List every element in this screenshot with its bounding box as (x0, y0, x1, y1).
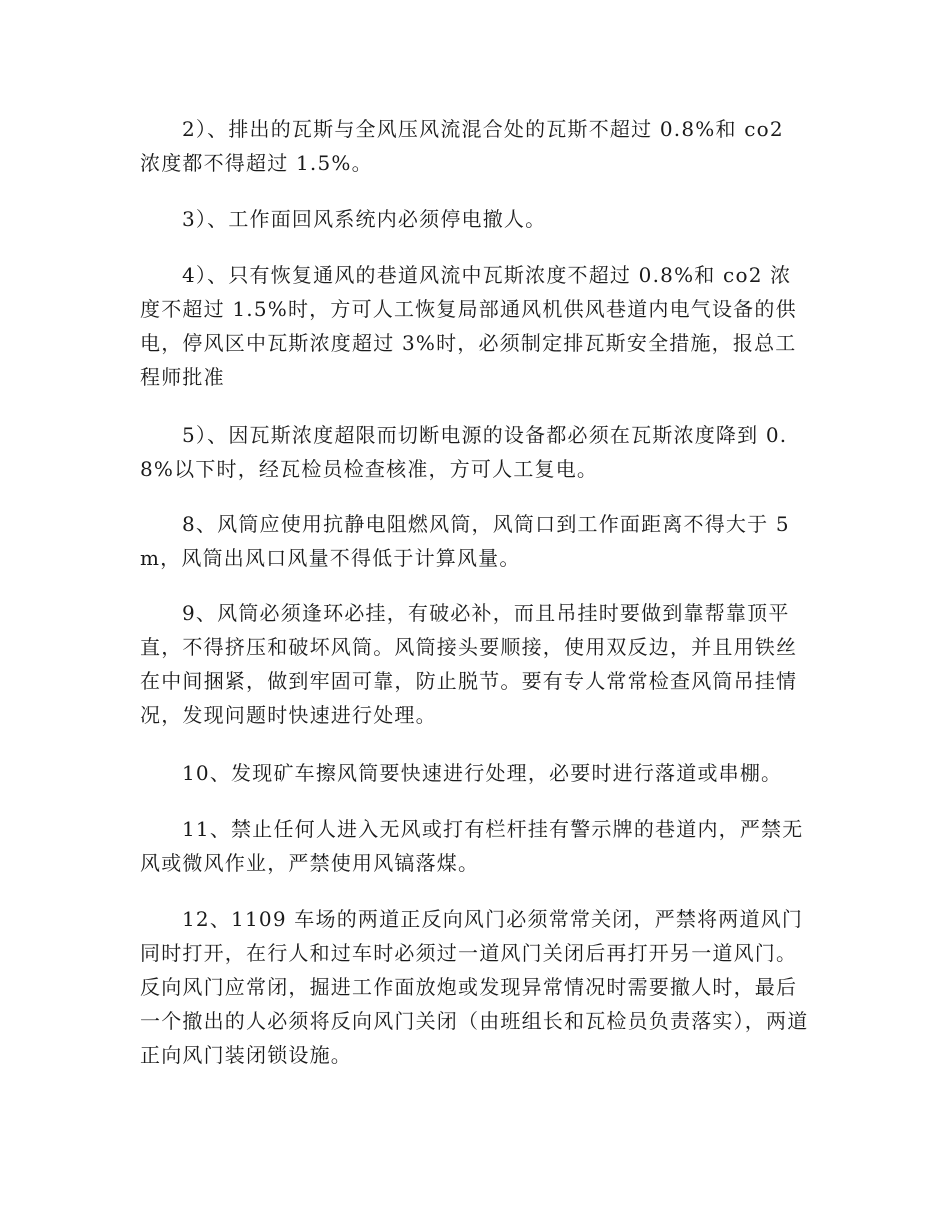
paragraph-item-3-power-off: 3）、工作面回风系统内必须停电撤人。 (182, 207, 547, 231)
paragraph-item-8-air-duct: 8、风筒应使用抗静电阻燃风筒，风筒口到工作面距离不得大于 5m，风筒出风口风量不得低于计算风量。 (140, 512, 790, 570)
paragraph-item-4-restore-ventilation: 4）、只有恢复通风的巷道风流中瓦斯浓度不超过 0.8%和 co2 浓度不超过 1.5%时，方可人工恢复局部通风机供风巷道内电气设备的供电，停风区中瓦斯浓度超过 3%时，必须制定排瓦斯安全措施，报总工程师批准 (140, 263, 797, 389)
paragraph-item-10-mine-car: 10、发现矿车擦风筒要快速进行处理，必要时进行落道或串棚。 (182, 761, 783, 785)
paragraph-item-2-gas-mixing: 2）、排出的瓦斯与全风压风流混合处的瓦斯不超过 0.8%和 co2 浓度都不得超过 1.5%。 (140, 117, 784, 175)
paragraph-item-9-duct-hanging: 9、风筒必须逢环必挂，有破必补，而且吊挂时要做到靠帮靠顶平直，不得挤压和破坏风筒。风筒接头要顺接，使用双反边，并且用铁丝在中间捆紧，做到牢固可靠，防止脱节。要有专人常常检查风筒吊挂情况，发现问题时快速进行处理。 (140, 601, 798, 727)
paragraph-item-5-restore-power: 5）、因瓦斯浓度超限而切断电源的设备都必须在瓦斯浓度降到 0.8%以下时，经瓦检员检查核准，方可人工复电。 (140, 423, 788, 481)
paragraph-item-11-no-entry: 11、禁止任何人进入无风或打有栏杆挂有警示牌的巷道内，严禁无风或微风作业，严禁使用风镐落煤。 (140, 817, 804, 875)
paragraph-item-12-air-doors: 12、1109 车场的两道正反向风门必须常常关闭，严禁将两道风门同时打开，在行人和过车时必须过一道风门关闭后再打开另一道风门。反向风门应常闭，掘进工作面放炮或发现异常情况时需要撤人时，最后一个撤出的人必须将反向风门关闭（由班组长和瓦检员负责落实），两道正向风门装闭锁设施。 (140, 907, 809, 1067)
